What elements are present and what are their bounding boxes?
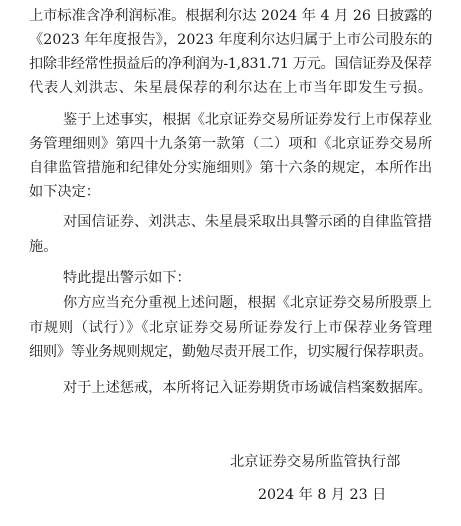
- paragraph-1-line-2: 《2023 年年度报告》，2023 年度利尔达归属于上市公司股东的: [29, 32, 433, 48]
- paragraph-2-line-3: 自律监管措施和纪律处分实施细则》第十六条的规定，本所作出: [29, 160, 433, 176]
- paragraph-5-line-1: 你方应当充分重视上述问题，根据《北京证券交易所股票上: [63, 295, 432, 311]
- signature-organization: 北京证券交易所监管执行部: [230, 454, 401, 470]
- paragraph-3-line-1: 对国信证券、刘洪志、朱星晨采取出具警示函的自律监管措: [63, 214, 432, 230]
- paragraph-1-line-4: 代表人刘洪志、朱星晨保荐的利尔达在上市当年即发生亏损。: [29, 80, 433, 96]
- paragraph-3-line-2: 施。: [29, 239, 58, 255]
- paragraph-1-line-1: 上市标准含净利润标准。根据利尔达 2024 年 4 月 26 日披露的: [29, 8, 433, 24]
- paragraph-5-line-2: 市规则（试行）》《北京证券交易所证券发行上市保荐业务管理: [29, 320, 433, 336]
- paragraph-1-line-3: 扣除非经常性损益后的净利润为-1,831.71 万元。国信证券及保荐: [29, 56, 432, 72]
- signature-date: 2024 年 8 月 23 日: [258, 487, 387, 503]
- paragraph-2-line-1: 鉴于上述事实，根据《北京证券交易所证券发行上市保荐业: [63, 112, 432, 128]
- paragraph-2-line-4: 如下决定：: [29, 184, 100, 200]
- paragraph-4-line-1: 特此提出警示如下：: [63, 270, 191, 286]
- paragraph-5-line-3: 细则》等业务规则规定，勤勉尽责开展工作，切实履行保荐职责。: [29, 344, 433, 360]
- paragraph-2-line-2: 务管理细则》第四十九条第一款第（二）项和《北京证券交易所: [29, 136, 433, 152]
- paragraph-6-line-1: 对于上述惩戒，本所将记入证券期货市场诚信档案数据库。: [63, 380, 432, 396]
